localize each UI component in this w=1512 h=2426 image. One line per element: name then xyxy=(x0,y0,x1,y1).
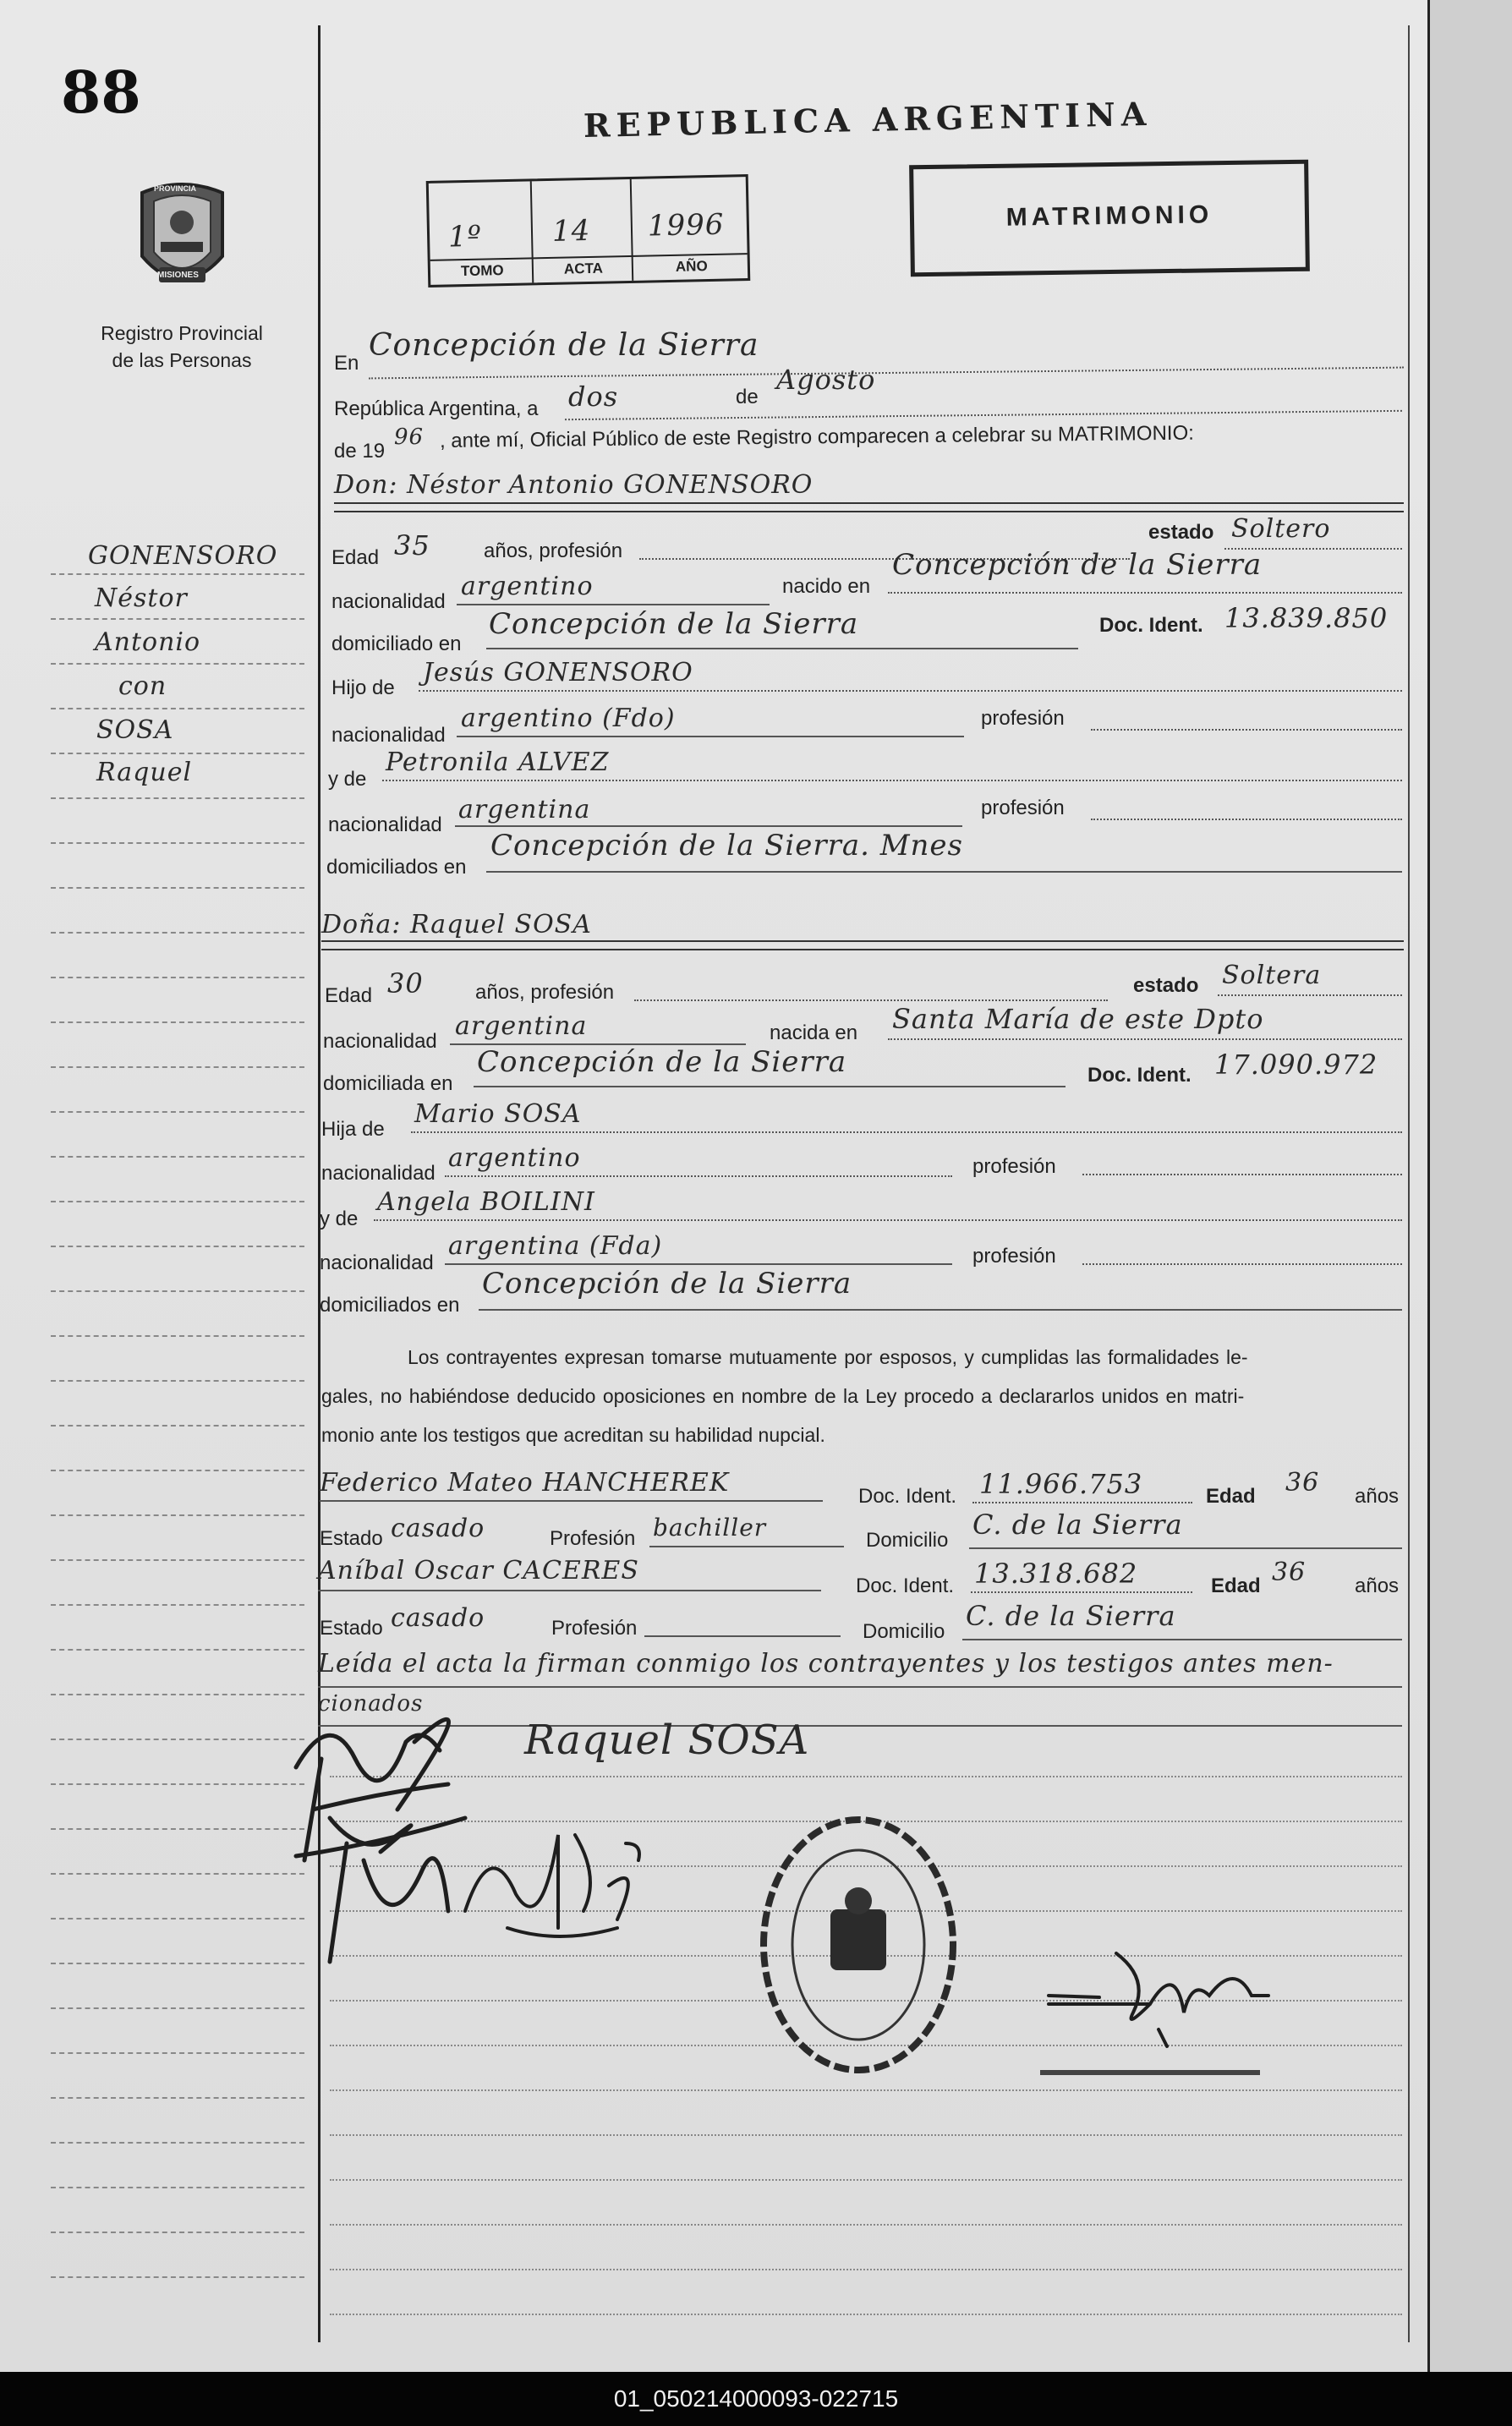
closing-line-2: cionados xyxy=(318,1691,424,1717)
margin-ruled-line xyxy=(51,1514,304,1516)
year-prefix: de 19 xyxy=(334,440,386,463)
groom-hijo-label: Hijo de xyxy=(331,676,395,699)
bride-domiciliados-label: domiciliados en xyxy=(320,1294,460,1317)
witness2-anos-label: años xyxy=(1355,1574,1400,1597)
margin-ruled-line xyxy=(51,797,304,799)
margin-ruled-line xyxy=(51,1963,304,1964)
witness1-domicilio: C. de la Sierra xyxy=(972,1509,1183,1541)
groom-domicilio: Concepción de la Sierra xyxy=(489,607,859,641)
margin-ruled-line xyxy=(51,1470,304,1471)
groom-name: Don: Néstor Antonio GONENSORO xyxy=(334,470,814,500)
footer-code: 01_050214000093-022715 xyxy=(613,2385,899,2412)
act-type: MATRIMONIO xyxy=(1005,200,1213,232)
margin-ruled-line xyxy=(51,1828,304,1830)
en-label: En xyxy=(334,352,359,375)
bride-edad-label: Edad xyxy=(325,984,373,1007)
margin-ruled-line xyxy=(51,932,304,934)
intro-text: , ante mí, Oficial Público de este Registro comparecen a celebrar su MATRIMONIO: xyxy=(439,421,1194,452)
declaration-line-2: gales, no habiéndose deducido oposiciones en nombre de la Ley procedo a declararlos unidos en matri- xyxy=(321,1385,1245,1407)
acta-value: 14 xyxy=(551,213,591,249)
witness-signature xyxy=(457,1784,651,1945)
margin-ruled-line xyxy=(51,708,304,709)
bride-name: Doña: Raquel SOSA xyxy=(321,910,592,939)
margin-ruled-line xyxy=(51,1156,304,1158)
registry-name: Registro Provincial de las Personas xyxy=(101,322,263,371)
witness1-name: Federico Mateo HANCHEREK xyxy=(320,1468,730,1498)
groom-nacionalidad-label: nacionalidad xyxy=(331,590,446,613)
margin-ruled-line xyxy=(51,1021,304,1023)
bride-estado-label: estado xyxy=(1133,974,1199,997)
groom-edad-label: Edad xyxy=(331,546,380,569)
margin-ruled-line xyxy=(51,2052,304,2054)
witness1-doc: 11.966.753 xyxy=(979,1468,1143,1500)
bride-mother-nac-label: nacionalidad xyxy=(320,1251,434,1274)
margin-ruled-line xyxy=(51,1739,304,1740)
margin-ruled-line xyxy=(51,1335,304,1337)
bride-mother-nacionalidad: argentina (Fda) xyxy=(448,1231,663,1261)
margin-ruled-line xyxy=(51,1604,304,1606)
day: dos xyxy=(568,381,619,413)
de-label: de xyxy=(736,386,759,408)
bride-father-nac-label: nacionalidad xyxy=(321,1162,436,1185)
groom-nacido-label: nacido en xyxy=(782,575,871,598)
groom-father-prof-label: profesión xyxy=(981,707,1065,730)
margin-ruled-line xyxy=(51,1649,304,1651)
witness1-age: 36 xyxy=(1285,1468,1320,1498)
margin-ruled-line xyxy=(51,1246,304,1247)
margin-ruled-line xyxy=(51,1783,304,1785)
margin-line-5: SOSA xyxy=(96,715,174,745)
groom-father-nac-label: nacionalidad xyxy=(331,724,446,747)
year-suffix: 96 xyxy=(394,424,425,450)
ano-value: 1996 xyxy=(647,207,725,244)
witness2-domicilio-label: Domicilio xyxy=(863,1620,945,1643)
margin-ruled-line xyxy=(51,2232,304,2233)
margin-ruled-line xyxy=(51,1290,304,1292)
margin-ruled-line xyxy=(51,1425,304,1427)
record-number-box xyxy=(426,174,751,288)
bride-nacionalidad: argentina xyxy=(455,1011,588,1041)
place: Concepción de la Sierra xyxy=(369,328,759,363)
witness1-edad-label: Edad xyxy=(1206,1485,1256,1508)
groom-doc-label: Doc. Ident. xyxy=(1099,614,1203,637)
bride-mother-prof-label: profesión xyxy=(972,1245,1056,1268)
margin-line-6: Raquel xyxy=(96,758,193,787)
margin-ruled-line xyxy=(51,2187,304,2188)
margin-ruled-line xyxy=(51,1559,304,1561)
bride-nacida-label: nacida en xyxy=(770,1021,858,1044)
witness1-anos-label: años xyxy=(1355,1485,1400,1508)
margin-rule xyxy=(318,25,320,2342)
margin-ruled-line xyxy=(51,1066,304,1068)
groom-domiciliados-label: domiciliados en xyxy=(326,856,467,879)
margin-ruled-line xyxy=(51,887,304,889)
witness2-estado-label: Estado xyxy=(320,1617,383,1640)
page-number: 88 xyxy=(61,59,141,127)
groom-mother: Petronila ALVEZ xyxy=(386,748,610,777)
bride-father-nacionalidad: argentino xyxy=(448,1143,581,1173)
seal-label-top: PROVINCIA xyxy=(154,184,197,193)
bride-doc-label: Doc. Ident. xyxy=(1087,1064,1192,1087)
margin-ruled-line xyxy=(51,573,304,575)
bride-domicilio: Concepción de la Sierra xyxy=(477,1045,847,1079)
groom-parents-domicilio: Concepción de la Sierra. Mnes xyxy=(490,829,964,863)
bride-nacionalidad-label: nacionalidad xyxy=(323,1030,437,1053)
groom-estado: Soltero xyxy=(1231,514,1331,544)
registrar-signature xyxy=(1032,1945,1285,2089)
margin-ruled-line xyxy=(51,2097,304,2099)
country-title: REPUBLICA ARGENTINA xyxy=(583,94,1153,145)
bride-y-de-label: y de xyxy=(320,1208,359,1230)
margin-ruled-line xyxy=(51,618,304,620)
bride-mother: Angela BOILINI xyxy=(377,1187,595,1217)
bride-domiciliada-label: domiciliada en xyxy=(323,1072,453,1095)
margin-ruled-line xyxy=(51,842,304,844)
bride-nacida: Santa María de este Dpto xyxy=(892,1003,1264,1035)
margin-ruled-line xyxy=(51,663,304,665)
bride-age: 30 xyxy=(387,967,424,999)
groom-domiciliado-label: domiciliado en xyxy=(331,633,462,655)
witness2-name: Aníbal Oscar CACERES xyxy=(318,1556,639,1585)
official-stamp-icon xyxy=(753,1810,964,2080)
declaration-line-3: monio ante los testigos que acreditan su habilidad nupcial. xyxy=(321,1424,825,1446)
body-ruled-line xyxy=(330,2089,1402,2091)
witness2-doc: 13.318.682 xyxy=(974,1558,1138,1590)
witness2-estado: casado xyxy=(391,1603,485,1633)
margin-ruled-line xyxy=(51,1694,304,1695)
witness1-domicilio-label: Domicilio xyxy=(866,1529,949,1552)
margin-ruled-line xyxy=(51,2276,304,2278)
bride-anos-profesion-label: años, profesión xyxy=(475,981,615,1004)
closing-line-1: Leída el acta la firman conmigo los contrayentes y los testigos antes men- xyxy=(318,1649,1334,1678)
groom-nacido: Concepción de la Sierra xyxy=(892,548,1263,582)
groom-age: 35 xyxy=(394,529,430,561)
witness1-profesion-label: Profesión xyxy=(550,1527,636,1550)
footer-bar xyxy=(0,2372,1512,2426)
margin-ruled-line xyxy=(51,2142,304,2144)
groom-mother-nacionalidad: argentina xyxy=(458,795,591,824)
margin-ruled-line xyxy=(51,1873,304,1875)
tomo-value: 1º xyxy=(447,219,483,255)
body-ruled-line xyxy=(330,2134,1402,2136)
margin-ruled-line xyxy=(51,977,304,978)
act-type-box xyxy=(909,160,1310,277)
republica-label: República Argentina, a xyxy=(334,397,539,420)
bride-father: Mario SOSA xyxy=(414,1099,582,1129)
margin-line-2: Néstor xyxy=(95,583,188,613)
witness2-profesion-label: Profesión xyxy=(551,1617,638,1640)
tomo-label: TOMO xyxy=(460,262,504,280)
margin-line-4: con xyxy=(118,671,167,701)
witness1-estado: casado xyxy=(391,1514,485,1543)
margin-line-3: Antonio xyxy=(95,627,201,657)
bride-parents-domicilio: Concepción de la Sierra xyxy=(482,1267,852,1301)
margin-ruled-line xyxy=(51,1201,304,1202)
margin-line-1: GONENSORO xyxy=(88,541,278,571)
right-rule xyxy=(1408,25,1410,2342)
groom-nacionalidad: argentino xyxy=(461,572,594,601)
ano-label: AÑO xyxy=(675,258,708,275)
witness2-doc-label: Doc. Ident. xyxy=(856,1574,955,1597)
groom-father-nacionalidad: argentino (Fdo) xyxy=(461,704,676,733)
bride-hija-label: Hija de xyxy=(321,1118,385,1141)
province-seal-icon xyxy=(125,176,239,303)
bride-doc: 17.090.972 xyxy=(1214,1049,1378,1081)
witness2-age: 36 xyxy=(1272,1558,1307,1587)
body-ruled-line xyxy=(330,2269,1402,2270)
margin-ruled-line xyxy=(51,1918,304,1919)
margin-ruled-line xyxy=(51,2007,304,2009)
witness1-estado-label: Estado xyxy=(320,1527,383,1550)
bride-estado: Soltera xyxy=(1222,961,1322,990)
witness2-domicilio: C. de la Sierra xyxy=(966,1600,1176,1632)
page-edge xyxy=(1427,0,1512,2372)
acta-label: ACTA xyxy=(563,260,604,277)
groom-mother-nac-label: nacionalidad xyxy=(328,813,442,836)
groom-y-de-label: y de xyxy=(328,768,367,791)
margin-ruled-line xyxy=(51,753,304,754)
groom-mother-prof-label: profesión xyxy=(981,797,1065,819)
bride-father-prof-label: profesión xyxy=(972,1155,1056,1178)
bride-signature: Raquel SOSA xyxy=(524,1717,810,1764)
groom-doc: 13.839.850 xyxy=(1224,602,1389,634)
witness1-doc-label: Doc. Ident. xyxy=(858,1485,957,1508)
margin-ruled-line xyxy=(51,1111,304,1113)
witness1-profesion: bachiller xyxy=(653,1514,767,1542)
margin-ruled-line xyxy=(51,1380,304,1382)
groom-father: Jesús GONENSORO xyxy=(423,658,693,687)
witness2-edad-label: Edad xyxy=(1211,1574,1261,1597)
body-ruled-line xyxy=(330,2314,1402,2315)
month: Agosto xyxy=(776,364,876,396)
body-ruled-line xyxy=(330,2224,1402,2226)
groom-anos-profesion-label: años, profesión xyxy=(484,539,623,562)
groom-estado-label: estado xyxy=(1148,521,1214,544)
body-ruled-line xyxy=(330,2179,1402,2181)
seal-label-bottom: MISIONES xyxy=(157,271,199,280)
declaration-line-1: Los contrayentes expresan tomarse mutuamente por esposos, y cumplidas las formalidades le- xyxy=(408,1346,1248,1368)
